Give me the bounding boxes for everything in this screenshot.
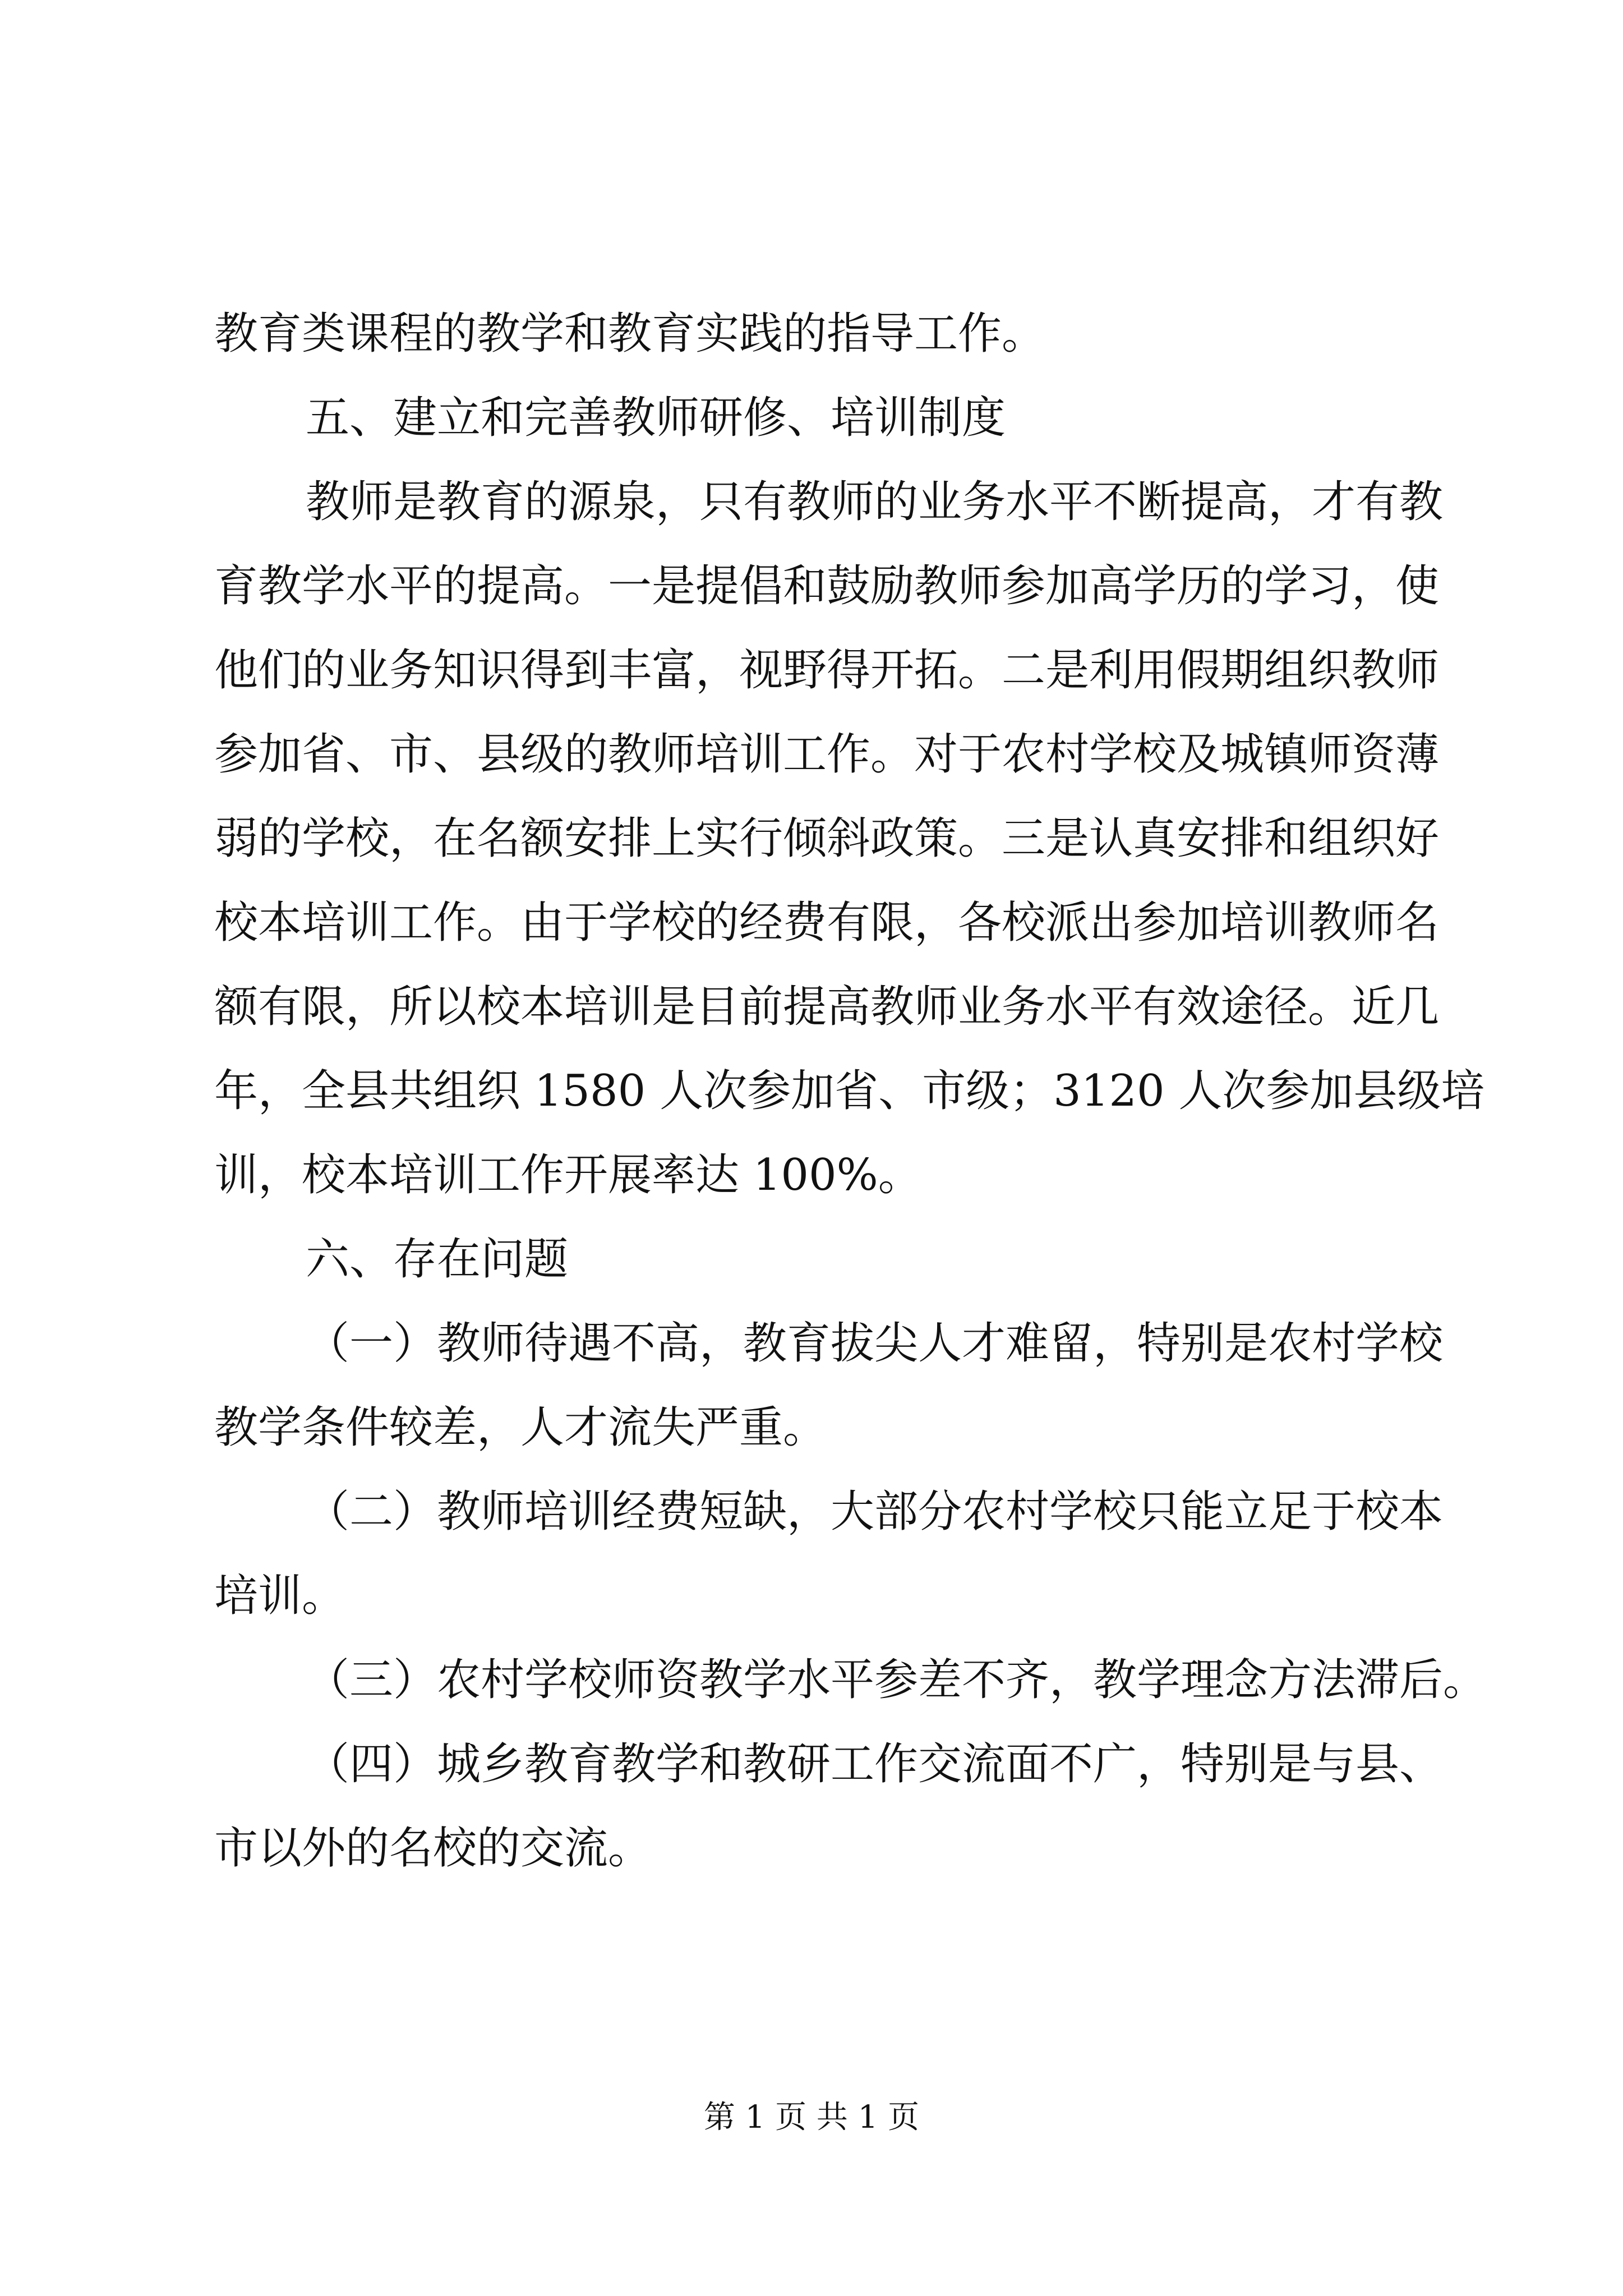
paragraph-line: 教育类课程的教学和教育实践的指导工作。 (214, 309, 1046, 359)
paragraph-line: 育教学水平的提高。一是提倡和鼓励教师参加高学历的学习，使 (214, 561, 1440, 611)
list-item-line: 市以外的名校的交流。 (214, 1823, 652, 1874)
list-item-line: （四）城乡教育教学和教研工作交流面不广，特别是与县、 (306, 1739, 1444, 1789)
paragraph-line: 参加省、市、县级的教师培训工作。对于农村学校及城镇师资薄 (214, 729, 1440, 780)
paragraph-line: 年，全县共组织 1580 人次参加省、市级；3120 人次参加县级培 (214, 1066, 1485, 1116)
section-heading: 六、存在问题 (306, 1234, 569, 1285)
list-item-line: 培训。 (214, 1571, 346, 1621)
paragraph-line: 额有限，所以校本培训是目前提高教师业务水平有效途径。近几 (214, 982, 1440, 1032)
list-item-line: （三）农村学校师资教学水平参差不齐，教学理念方法滞后。 (306, 1655, 1487, 1705)
paragraph-line: 弱的学校，在名额安排上实行倾斜政策。三是认真安排和组织好 (214, 813, 1440, 864)
paragraph-line: 他们的业务知识得到丰富，视野得开拓。二是利用假期组织教师 (214, 645, 1440, 696)
paragraph-line: 教师是教育的源泉，只有教师的业务水平不断提高，才有教 (306, 477, 1444, 527)
list-item-line: （一）教师待遇不高，教育拔尖人才难留，特别是农村学校 (306, 1318, 1444, 1369)
section-heading: 五、建立和完善教师研修、培训制度 (306, 393, 1006, 443)
paragraph-line: 校本培训工作。由于学校的经费有限，各校派出参加培训教师名 (214, 898, 1440, 948)
page-number-footer: 第 1 页 共 1 页 (703, 2099, 920, 2136)
list-item-line: （二）教师培训经费短缺，大部分农村学校只能立足于校本 (306, 1487, 1444, 1537)
paragraph-line: 训，校本培训工作开展率达 100%。 (214, 1150, 922, 1200)
list-item-line: 教学条件较差，人才流失严重。 (214, 1402, 827, 1453)
